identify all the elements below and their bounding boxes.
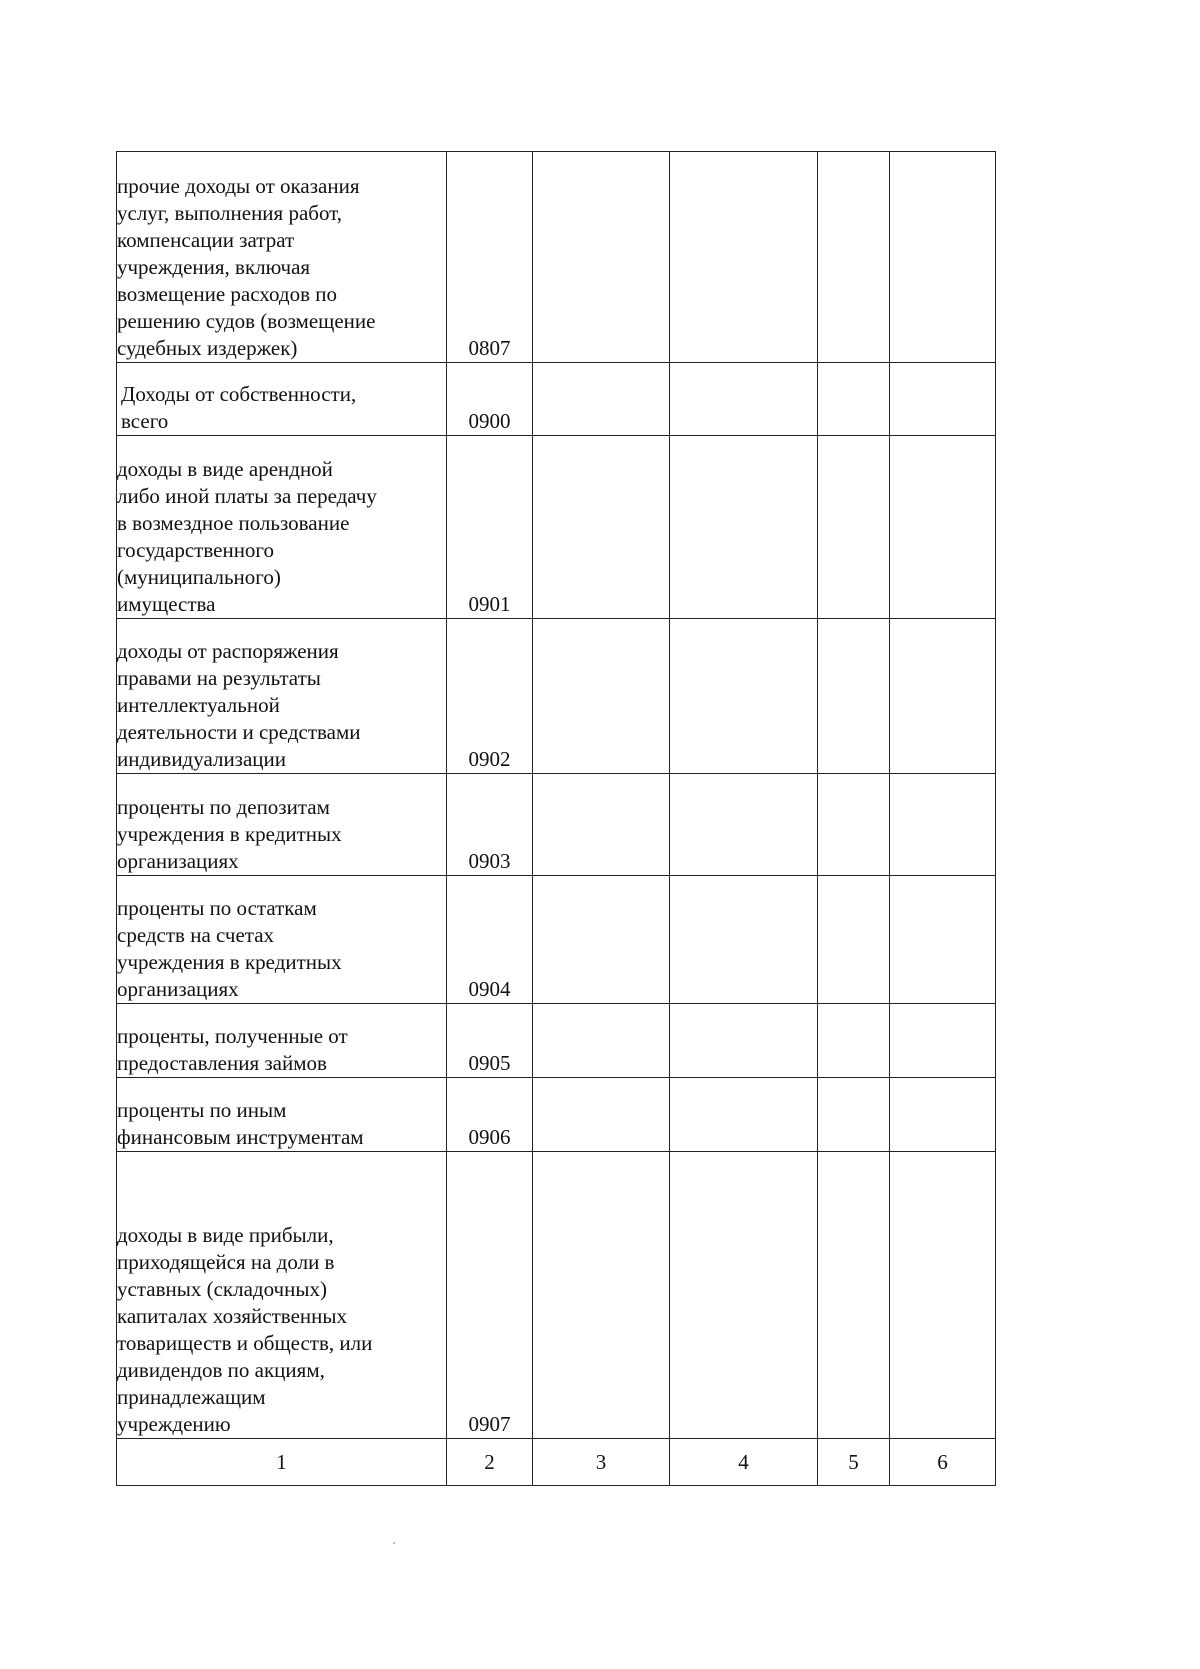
column-number: 5 xyxy=(818,1439,890,1486)
empty-cell xyxy=(890,1078,996,1152)
table-row xyxy=(117,774,996,876)
table-row xyxy=(117,619,996,774)
row-code-cell: 0903 xyxy=(447,774,533,876)
empty-cell xyxy=(533,1004,670,1078)
empty-cell xyxy=(818,619,890,774)
row-code-cell: 0807 xyxy=(447,152,533,363)
empty-cell xyxy=(818,436,890,619)
empty-cell xyxy=(533,774,670,876)
empty-cell xyxy=(818,774,890,876)
row-name-cell: Доходы от собственности, всего xyxy=(117,363,447,436)
row-name-cell: доходы в виде прибыли, приходящейся на доли в уставных (складочных) капиталах хозяйственных товариществ и обществ, или дивидендов по акциям, принадлежащим учреждению xyxy=(117,1152,447,1439)
empty-cell xyxy=(670,1152,818,1439)
empty-cell xyxy=(670,363,818,436)
empty-cell xyxy=(890,774,996,876)
empty-cell xyxy=(890,152,996,363)
row-code-cell: 0906 xyxy=(447,1078,533,1152)
row-name-cell: проценты, полученные от предоставления займов xyxy=(117,1004,447,1078)
table-row xyxy=(117,152,996,363)
column-number: 6 xyxy=(890,1439,996,1486)
empty-cell xyxy=(818,876,890,1004)
empty-cell xyxy=(533,876,670,1004)
income-table xyxy=(116,151,996,1486)
table-row xyxy=(117,1004,996,1078)
row-name-cell: проценты по остаткам средств на счетах учреждения в кредитных организациях xyxy=(117,876,447,1004)
empty-cell xyxy=(890,1152,996,1439)
empty-cell xyxy=(533,1152,670,1439)
scan-speck xyxy=(393,1542,395,1544)
empty-cell xyxy=(533,363,670,436)
empty-cell xyxy=(533,152,670,363)
empty-cell xyxy=(890,619,996,774)
row-name-cell: доходы от распоряжения правами на результаты интеллектуальной деятельности и средствами индивидуализации xyxy=(117,619,447,774)
row-name-cell: доходы в виде арендной либо иной платы за передачу в возмездное пользование государственного (муниципального) имущества xyxy=(117,436,447,619)
empty-cell xyxy=(818,152,890,363)
empty-cell xyxy=(670,436,818,619)
empty-cell xyxy=(818,1078,890,1152)
empty-cell xyxy=(533,1078,670,1152)
row-code-cell: 0905 xyxy=(447,1004,533,1078)
row-code-cell: 0901 xyxy=(447,436,533,619)
column-number: 1 xyxy=(117,1439,447,1486)
empty-cell xyxy=(890,876,996,1004)
row-code-cell: 0907 xyxy=(447,1152,533,1439)
row-code-cell: 0902 xyxy=(447,619,533,774)
table-row xyxy=(117,363,996,436)
empty-cell xyxy=(890,363,996,436)
empty-cell xyxy=(818,363,890,436)
column-number: 4 xyxy=(670,1439,818,1486)
empty-cell xyxy=(670,1078,818,1152)
row-name-cell: прочие доходы от оказания услуг, выполнения работ, компенсации затрат учреждения, включая возмещение расходов по решению судов (возмещение судебных издержек) xyxy=(117,152,447,363)
row-code-cell: 0900 xyxy=(447,363,533,436)
empty-cell xyxy=(533,436,670,619)
column-number: 3 xyxy=(533,1439,670,1486)
row-name-cell: проценты по иным финансовым инструментам xyxy=(117,1078,447,1152)
empty-cell xyxy=(890,1004,996,1078)
table-row xyxy=(117,876,996,1004)
column-number: 2 xyxy=(447,1439,533,1486)
table-row xyxy=(117,1078,996,1152)
empty-cell xyxy=(670,152,818,363)
empty-cell xyxy=(818,1004,890,1078)
empty-cell xyxy=(670,876,818,1004)
empty-cell xyxy=(670,1004,818,1078)
row-code-cell: 0904 xyxy=(447,876,533,1004)
empty-cell xyxy=(890,436,996,619)
table-row xyxy=(117,436,996,619)
empty-cell xyxy=(670,619,818,774)
empty-cell xyxy=(818,1152,890,1439)
row-name-cell: проценты по депозитам учреждения в кредитных организациях xyxy=(117,774,447,876)
empty-cell xyxy=(670,774,818,876)
empty-cell xyxy=(533,619,670,774)
table-row xyxy=(117,1152,996,1439)
column-number-row xyxy=(117,1439,996,1486)
